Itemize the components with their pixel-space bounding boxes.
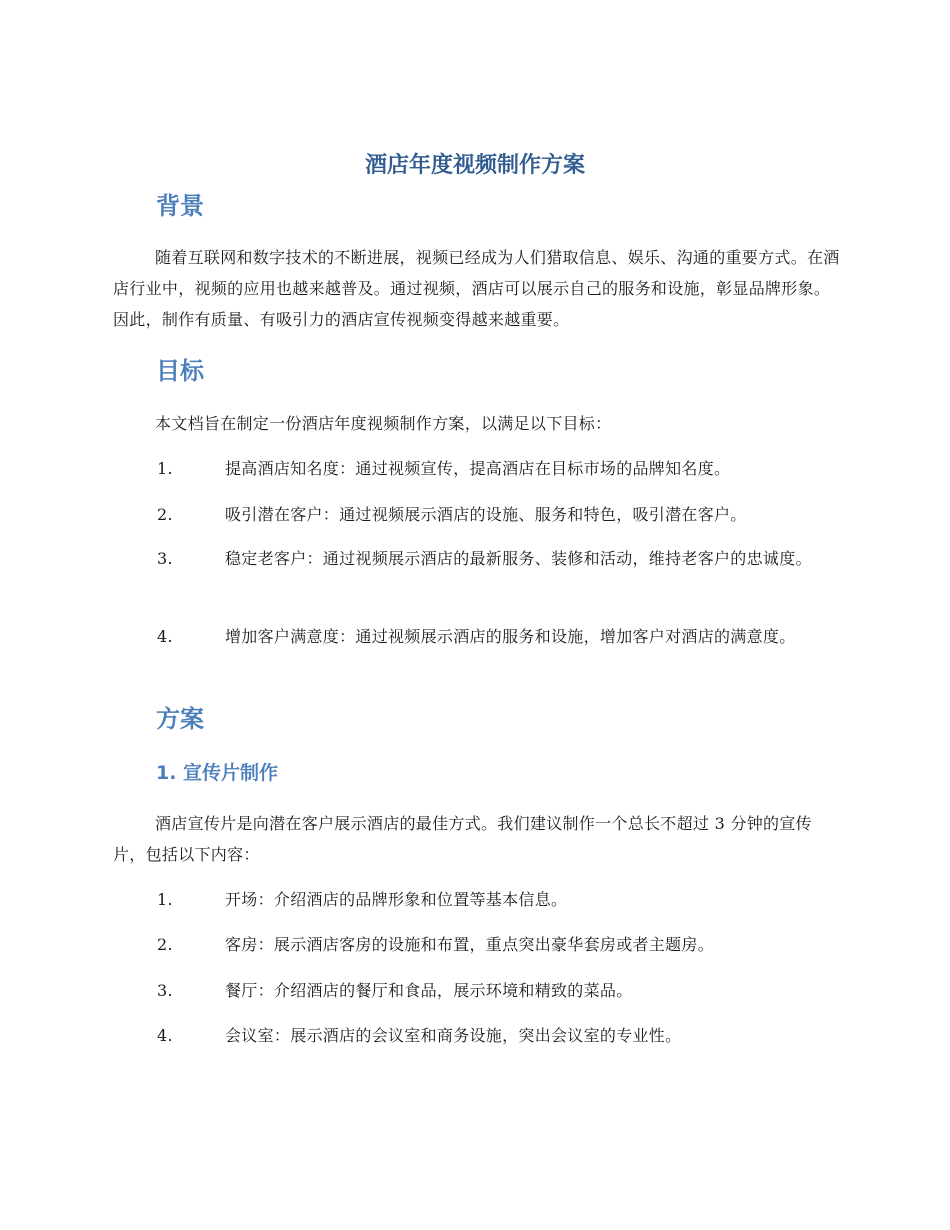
- list-item-text: 吸引潜在客户：通过视频展示酒店的设施、服务和特色，吸引潜在客户。: [225, 505, 747, 524]
- promo-intro: 酒店宣传片是向潜在客户展示酒店的最佳方式。我们建议制作一个总长不超过 3 分钟的宣传片，包括以下内容：: [113, 814, 812, 864]
- list-item-number: 2.: [157, 935, 173, 954]
- list-item-number: 2.: [157, 505, 173, 524]
- list-item-number: 3.: [157, 549, 173, 568]
- goals-list-item: [113, 621, 841, 652]
- list-item-number: 1.: [157, 890, 173, 909]
- background-paragraph: 随着互联网和数字技术的不断进展，视频已经成为人们猎取信息、娱乐、沟通的重要方式。在酒店行业中，视频的应用也越来越普及。通过视频，酒店可以展示自己的服务和设施，彰显品牌形象。因此，制作有质量、有吸引力的酒店宣传视频变得越来越重要。: [113, 248, 840, 329]
- subsection-heading-promo: 1. 宣传片制作: [156, 762, 279, 784]
- document-title: 酒店年度视频制作方案: [364, 153, 585, 178]
- list-item-text: 增加客户满意度：通过视频展示酒店的服务和设施，增加客户对酒店的满意度。: [225, 627, 796, 646]
- list-item-text: 开场：介绍酒店的品牌形象和位置等基本信息。: [225, 890, 568, 909]
- section-heading-plan: 方案: [156, 705, 204, 733]
- goals-intro: 本文档旨在制定一份酒店年度视频制作方案，以满足以下目标：: [155, 414, 612, 433]
- promo-list-item: [113, 929, 841, 960]
- list-item-text: 稳定老客户：通过视频展示酒店的最新服务、装修和活动，维持老客户的忠诚度。: [225, 549, 812, 568]
- list-item-number: 3.: [157, 981, 173, 1000]
- promo-list-item: [113, 1020, 841, 1051]
- section-heading-goals: 目标: [156, 357, 204, 385]
- goals-list-item: [113, 499, 841, 530]
- list-item-number: 4.: [157, 1026, 173, 1045]
- list-item-number: 4.: [157, 627, 173, 646]
- goals-list-item: [113, 543, 841, 574]
- goals-list-item: [113, 453, 841, 484]
- section-heading-background: 背景: [156, 192, 204, 220]
- promo-list-item: [113, 975, 841, 1006]
- list-item-text: 会议室：展示酒店的会议室和商务设施，突出会议室的专业性。: [225, 1026, 682, 1045]
- list-item-number: 1.: [157, 459, 173, 478]
- promo-list-item: [113, 884, 841, 915]
- list-item-text: 提高酒店知名度：通过视频宣传，提高酒店在目标市场的品牌知名度。: [225, 459, 731, 478]
- list-item-text: 餐厅：介绍酒店的餐厅和食品，展示环境和精致的菜品。: [225, 981, 633, 1000]
- list-item-text: 客房：展示酒店客房的设施和布置，重点突出豪华套房或者主题房。: [225, 935, 715, 954]
